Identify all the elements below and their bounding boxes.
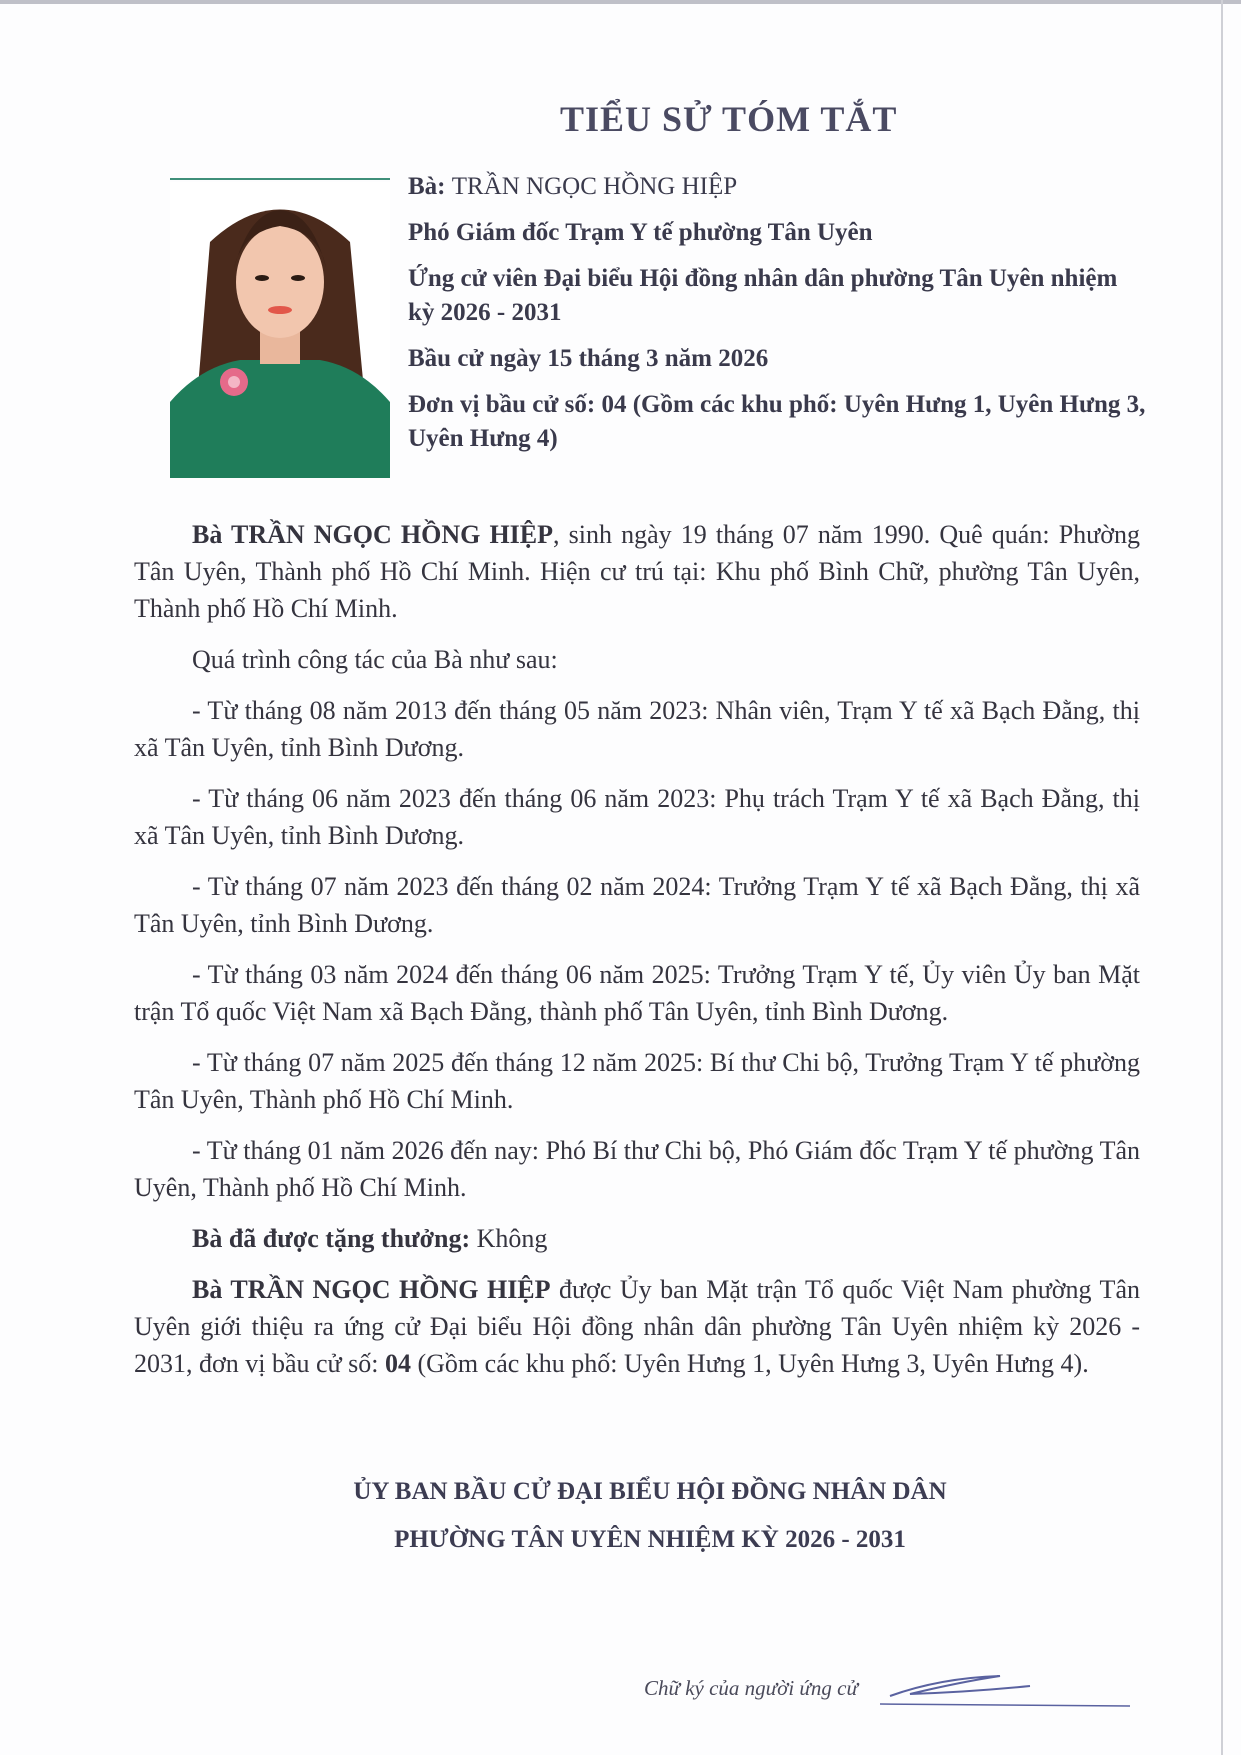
nomination-unit: 04 <box>385 1349 411 1378</box>
scan-edge-right <box>1221 0 1223 1755</box>
electoral-unit: Đơn vị bầu cử số: 04 (Gồm các khu phố: Uyên Hưng 1, Uyên Hưng 3, Uyên Hưng 4) <box>408 391 1146 452</box>
photo-top-rule <box>170 178 390 180</box>
name-label: Bà: <box>408 173 446 200</box>
career-heading: Quá trình công tác của Bà như sau: <box>192 645 558 674</box>
career-item: - Từ tháng 01 năm 2026 đến nay: Phó Bí thư Chi bộ, Phó Giám đốc Trạm Y tế phường Tân Uyên, Thành phố Hồ Chí Minh. <box>134 1136 1140 1202</box>
awards-value: Không <box>470 1224 548 1253</box>
career-item: - Từ tháng 03 năm 2024 đến tháng 06 năm 2025: Trưởng Trạm Y tế, Ủy viên Ủy ban Mặt trận Tổ quốc Việt Nam xã Bạch Đằng, thành phố Tân Uyên, tỉnh Bình Dương. <box>134 960 1140 1026</box>
candidate-position: Phó Giám đốc Trạm Y tế phường Tân Uyên <box>408 219 873 246</box>
candidate-name-row <box>408 170 1148 204</box>
career-item: - Từ tháng 07 năm 2023 đến tháng 02 năm 2024: Trưởng Trạm Y tế xã Bạch Đằng, thị xã Tân Uyên, tỉnh Bình Dương. <box>134 872 1140 938</box>
career-item: - Từ tháng 08 năm 2013 đến tháng 05 năm 2023: Nhân viên, Trạm Y tế xã Bạch Đằng, thị xã Tân Uyên, tỉnh Bình Dương. <box>134 696 1140 762</box>
election-committee-footer <box>200 1468 1100 1564</box>
signature-label: Chữ ký của người ứng cử <box>644 1676 858 1700</box>
scan-edge-top <box>0 0 1241 4</box>
candidate-photo <box>170 182 390 478</box>
intro-name: Bà TRẦN NGỌC HỒNG HIỆP <box>192 520 554 549</box>
career-item: - Từ tháng 06 năm 2023 đến tháng 06 năm 2023: Phụ trách Trạm Y tế xã Bạch Đằng, thị xã Tân Uyên, tỉnh Bình Dương. <box>134 784 1140 850</box>
intro-text: , sinh ngày 19 tháng 07 năm 1990. Quê quán: Phường Tân Uyên, Thành phố Hồ Chí Minh. Hiện cư trú tại: Khu phố Bình Chữ, phường Tân Uyên, Thành phố Hồ Chí Minh. <box>134 520 1140 623</box>
nomination-text-2: (Gồm các khu phố: Uyên Hưng 1, Uyên Hưng 3, Uyên Hưng 4). <box>411 1349 1089 1378</box>
nomination-name: Bà TRẦN NGỌC HỒNG HIỆP <box>192 1275 551 1304</box>
biography-intro <box>134 516 1140 627</box>
election-date: Bầu cử ngày 15 tháng 3 năm 2026 <box>408 345 769 372</box>
career-item: - Từ tháng 07 năm 2025 đến tháng 12 năm 2025: Bí thư Chi bộ, Trưởng Trạm Y tế phường Tân Uyên, Thành phố Hồ Chí Minh. <box>134 1048 1140 1114</box>
footer-line-1: ỦY BAN BẦU CỬ ĐẠI BIỂU HỘI ĐỒNG NHÂN DÂN <box>353 1478 947 1505</box>
candidate-signature <box>880 1656 1140 1721</box>
footer-line-2: PHƯỜNG TÂN UYÊN NHIỆM KỲ 2026 - 2031 <box>394 1526 906 1553</box>
document-title: TIỂU SỬ TÓM TẮT <box>560 99 898 139</box>
candidate-header <box>408 170 1148 468</box>
awards-line <box>134 1220 1140 1257</box>
nomination-paragraph <box>134 1271 1140 1382</box>
awards-label: Bà đã được tặng thưởng: <box>192 1224 471 1253</box>
candidate-name: TRẦN NGỌC HỒNG HIỆP <box>451 173 738 200</box>
nomination-text-1: được Ủy ban Mặt trận Tổ quốc Việt Nam phường Tân Uyên giới thiệu ra ứng cử Đại biểu Hội đồng nhân dân phường Tân Uyên nhiệm kỳ 2026 - 2031, đơn vị bầu cử số: <box>134 1275 1140 1378</box>
candidacy-line: Ứng cử viên Đại biểu Hội đồng nhân dân phường Tân Uyên nhiệm kỳ 2026 - 2031 <box>408 265 1118 326</box>
biography-body <box>134 516 1140 1396</box>
